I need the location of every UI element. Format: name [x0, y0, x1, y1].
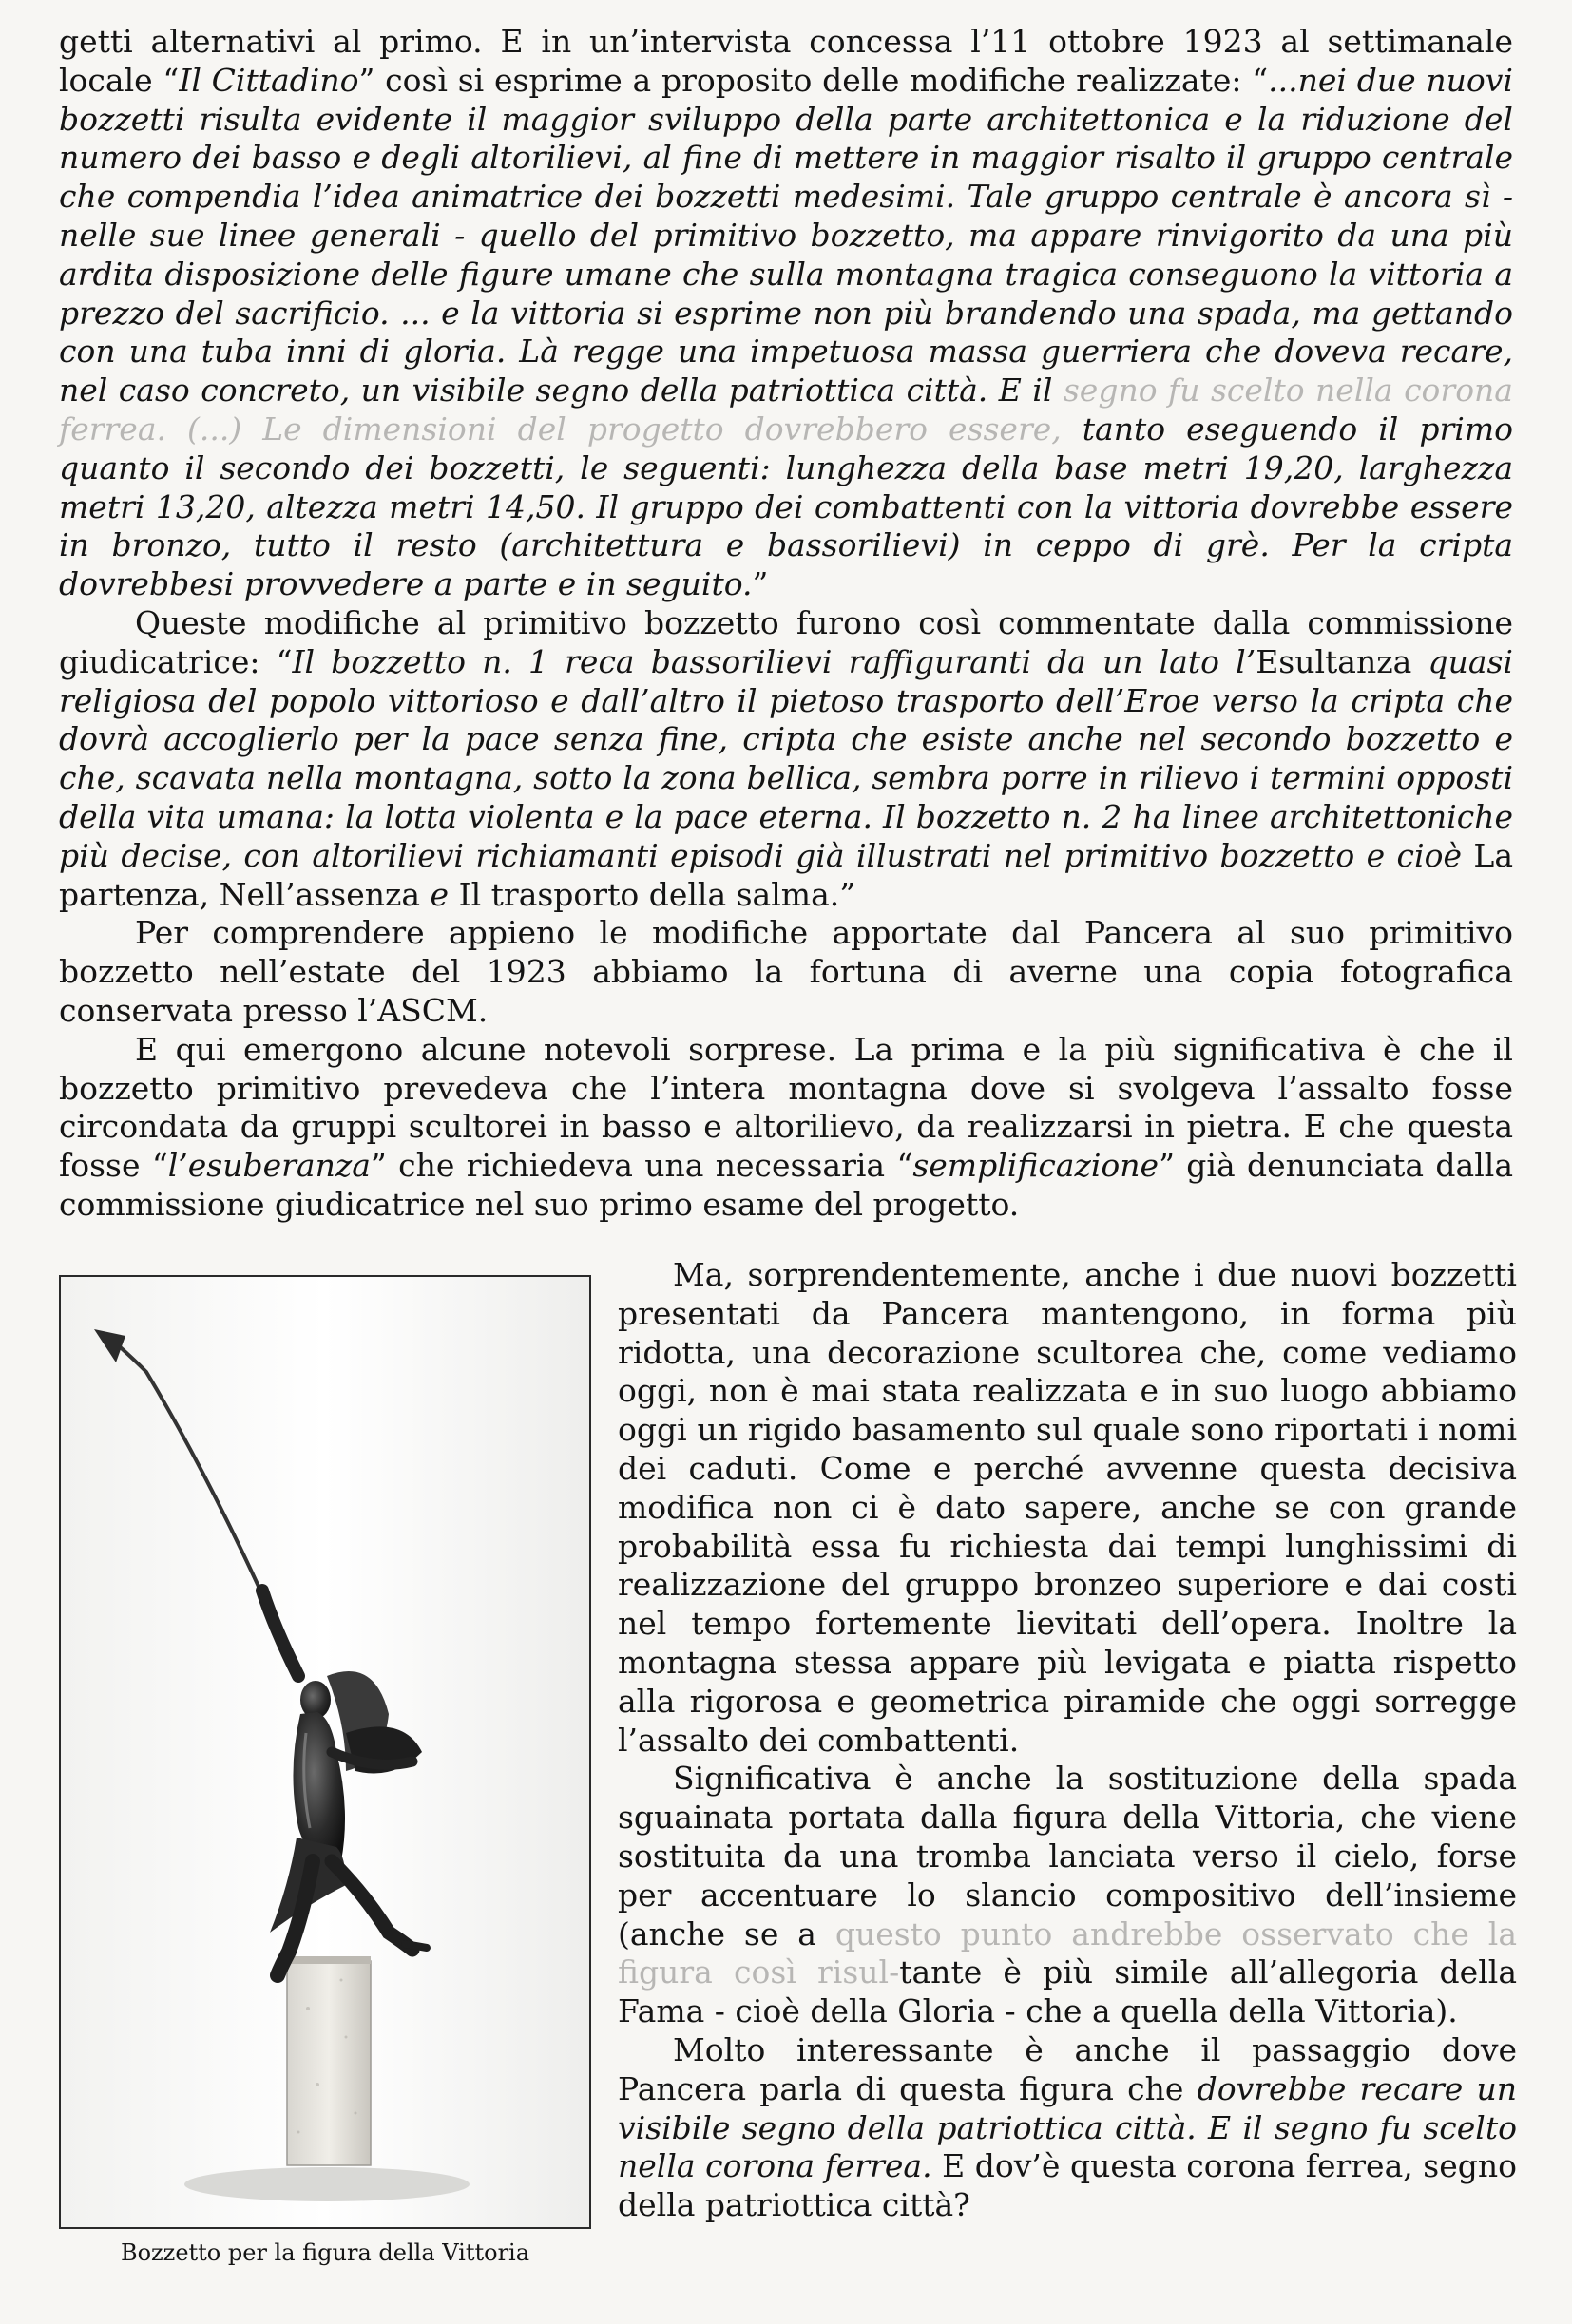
text-run: ”	[752, 565, 769, 603]
text-run: tante è più simile all’allegoria della Fama - cioè della Gloria - che a quella della Vittoria).	[618, 1953, 1517, 2030]
paragraph	[59, 604, 1513, 914]
text-run: ” così si esprime a proposito delle modifiche realizzate: “	[358, 61, 1269, 99]
right-column-text	[618, 1256, 1517, 2225]
text-run: segno fu scelto nella corona ferrea. (...) Le dimensioni del progetto dovrebbero essere,	[59, 371, 1513, 448]
figure-caption: Bozzetto per la figura della Vittoria	[120, 2239, 530, 2266]
column-paragraph	[618, 1760, 1517, 2031]
text-run: tanto eseguendo il primo quanto il secondo dei bozzetti, le seguenti: lunghezza della base metri 19,20, larghezza metri 13,20, altezza metri 14,50. Il gruppo dei combattenti con la vittoria dovrebbe essere in bronzo, tutto il resto (architettura e bassorilievi) in ceppo di grè. Per la cripta dovrebbesi provvedere a parte e in seguito.	[59, 410, 1513, 603]
paragraph	[59, 1031, 1513, 1225]
text-run: Il Cittadino	[179, 61, 359, 99]
text-run: Ma, sorprendentemente, anche i due nuovi bozzetti presentati da Pancera mantengono, in forma più ridotta, una decorazione scultorea che, come vediamo oggi, non è mai stata realizzata e in suo luogo abbiamo oggi un rigido basamento sul quale sono riportati i nomi dei caduti. Come e perché avvenne questa decisiva modifica non ci è dato sapere, anche se con grande probabilità essa fu richiesta dai tempi lunghissimi di realizzazione del gruppo bronzeo superiore e dai costi nel tempo fortemente lievitati dell’opera. Inoltre la montagna stessa appare più levigata e piatta rispetto alla rigorosa e geometrica piramide che oggi sorregge l’assalto dei combattenti.	[618, 1256, 1517, 1759]
text-run: questo punto andrebbe osservato che la figura così risul-	[618, 1914, 1517, 1991]
text-run: E qui emergono alcune notevoli sorprese. La prima e la più significativa è che il bozzetto primitivo prevedeva che l’intera montagna dove si svolgeva l’assalto fosse circondata da gruppi scultorei in basso e altorilievo, da realizzarsi in pietra. E che questa fosse “	[59, 1030, 1513, 1185]
text-run: Queste modifiche al primitivo bozzetto furono così commentate dalla commissione giudicatrice: “	[59, 603, 1513, 680]
text-run: Per comprendere appieno le modifiche apportate dal Pancera al suo primitivo bozzetto nell’estate del 1923 abbiamo la fortuna di averne una copia fotografica conservata presso l’ASCM.	[59, 914, 1513, 1029]
text-run: ” già denunciata dalla commissione giudicatrice nel suo primo esame del progetto.	[59, 1147, 1514, 1223]
text-run: semplificazione	[912, 1147, 1160, 1185]
main-text-block	[59, 23, 1513, 1225]
text-run: e	[420, 875, 459, 913]
text-run: ” che richiedeva una necessaria “	[370, 1147, 913, 1185]
text-run: La partenza, Nell’assenza	[59, 836, 1513, 913]
paragraph	[59, 23, 1513, 604]
victory-statue-image	[61, 1277, 589, 2227]
text-run: Il bozzetto n. 1 reca bassorilievi raffiguranti da un lato l’	[292, 642, 1256, 680]
text-run: Il trasporto della salma.”	[458, 875, 856, 913]
text-run: quasi religiosa del popolo vittorioso e dall’altro il pietoso trasporto dell’Eroe verso la cripta che dovrà accoglierlo per la pace senza fine, cripta che esiste anche nel secondo bozzetto e che, scavata nella montagna, sotto la zona bellica, sembra porre in rilievo i termini opposti della vita umana: la lotta violenta e la pace eterna. Il bozzetto n. 2 ha linee architettoniche più decise, con altorilievi richiamanti episodi già illustrati nel primitivo bozzetto e cioè	[59, 642, 1513, 874]
text-run: Significativa è anche la sostituzione della spada sguainata portata dalla figura della Vittoria, che viene sostituita da una tromba lanciata verso il cielo, forse per accentuare lo slancio compositivo dell’insieme (anche se a	[618, 1760, 1517, 1953]
text-run: dovrebbe recare un visibile segno della patriottica città. E il segno fu scelto nella corona ferrea.	[618, 2069, 1517, 2185]
statue-photo	[59, 1275, 591, 2229]
text-run: Molto interessante è anche il passaggio dove Pancera parla di questa figura che	[618, 2030, 1517, 2107]
paragraph	[59, 914, 1513, 1030]
text-run: E dov’è questa corona ferrea, segno della patriottica città?	[618, 2147, 1518, 2224]
text-run: ...nei due nuovi bozzetti risulta evidente il maggior sviluppo della parte architettonica e la riduzione del numero dei basso e degli altorilievi, al fine di mettere in maggior risalto il gruppo centrale che compendia l’idea animatrice dei bozzetti medesimi. Tale gruppo centrale è ancora sì -nelle sue linee generali - quello del primitivo bozzetto, ma appare rinvigorito da una più ardita disposizione delle figure umane che sulla montagna tragica conseguono la vittoria a prezzo del sacrificio. ... e la vittoria si esprime non più brandendo una spada, ma gettando con una tuba inni di gloria. Là regge una impetuosa massa guerriera che doveva recare, nel caso concreto, un visibile segno della patriottica città. E il	[59, 61, 1513, 410]
text-run: l’esuberanza	[167, 1147, 371, 1185]
text-run: Esultanza	[1256, 642, 1412, 680]
column-paragraph	[618, 2031, 1517, 2225]
text-run: getti alternativi al primo. E in un’intervista concessa l’11 ottobre 1923 al settimanale locale “	[59, 23, 1513, 99]
column-paragraph	[618, 1256, 1517, 1760]
